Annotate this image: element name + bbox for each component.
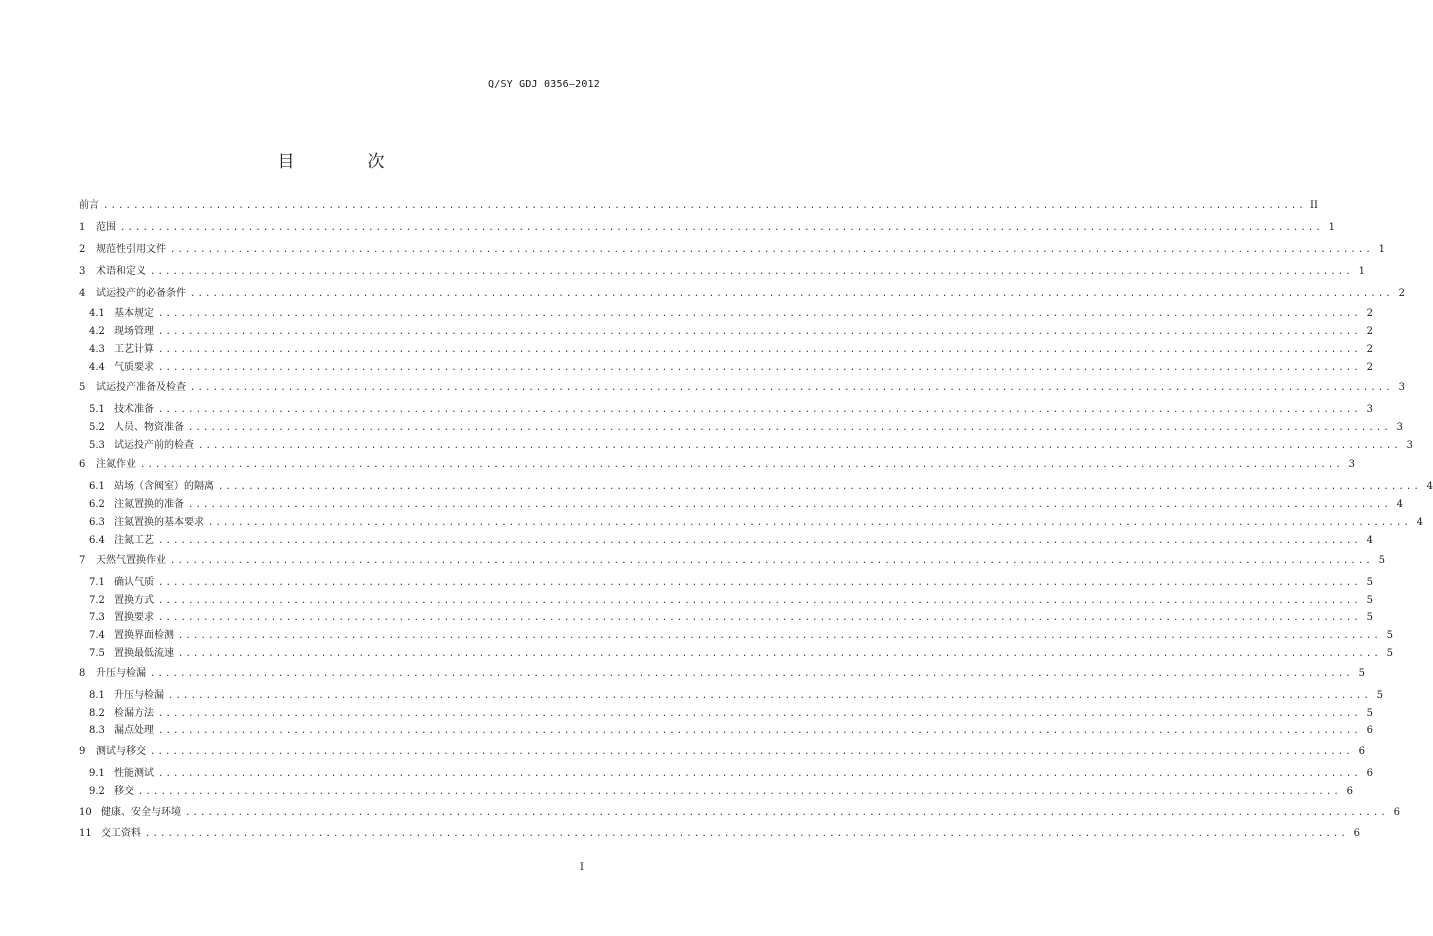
toc-entry-number: 6.2 [89, 499, 105, 510]
toc-entry-number: 8 [79, 668, 86, 679]
toc-dot-leader: ................................................................................................................................................................ [158, 363, 1361, 373]
toc-entry-number: 5.2 [89, 422, 105, 433]
toc-entry[interactable] [79, 666, 1365, 682]
toc-entry-label: 注氮置换的准备 [114, 499, 184, 510]
toc-dot-leader: ................................................................................................................................................................ [190, 289, 1393, 299]
toc-entry[interactable] [79, 457, 1355, 473]
toc-entry-page: 1 [1328, 222, 1335, 233]
toc-entry[interactable] [79, 342, 1373, 358]
toc-entry-number: 2 [79, 244, 86, 255]
toc-entry-label: 站场（含阀室）的隔离 [114, 481, 214, 492]
toc-entry-number: 1 [79, 222, 86, 233]
toc-entry-number: 8.2 [89, 708, 105, 719]
toc-dot-leader: ................................................................................................................................................................ [145, 829, 1348, 839]
toc-entry[interactable] [79, 646, 1393, 662]
toc-entry-number: 9.1 [89, 768, 105, 779]
toc-entry-label: 天然气置换作业 [96, 555, 166, 566]
toc-entry-label: 置换界面检测 [114, 630, 174, 641]
toc-entry[interactable] [79, 706, 1373, 722]
toc-entry-number: 5 [79, 382, 86, 393]
toc-entry[interactable] [79, 220, 1335, 236]
toc-entry[interactable] [79, 826, 1360, 842]
toc-entry-label: 前言 [79, 200, 99, 211]
toc-entry-page: 6 [1366, 768, 1373, 779]
toc-entry[interactable] [79, 198, 1318, 214]
toc-entry-page: 5 [1366, 612, 1373, 623]
toc-dot-leader: ................................................................................................................................................................ [150, 267, 1353, 277]
toc-entry-number: 8.1 [89, 690, 105, 701]
toc-entry-page: 4 [1426, 481, 1433, 492]
toc-dot-leader: ................................................................................................................................................................ [158, 769, 1361, 779]
toc-dot-leader: ................................................................................................................................................................ [170, 556, 1373, 566]
toc-entry-label: 基本规定 [114, 308, 154, 319]
toc-dot-leader: ................................................................................................................................................................ [170, 245, 1373, 255]
toc-dot-leader: ................................................................................................................................................................ [188, 423, 1391, 433]
toc-dot-leader: ................................................................................................................................................................ [188, 500, 1391, 510]
toc-entry-page: 2 [1366, 362, 1373, 373]
toc-dot-leader: ................................................................................................................................................................ [198, 441, 1401, 451]
toc-entry-number: 9.2 [89, 786, 105, 797]
toc-entry-label: 漏点处理 [114, 725, 154, 736]
toc-entry[interactable] [79, 688, 1383, 704]
toc-entry-label: 术语和定义 [96, 266, 146, 277]
toc-entry-number: 6.1 [89, 481, 105, 492]
toc-entry[interactable] [79, 286, 1405, 302]
toc-entry[interactable] [79, 420, 1403, 436]
toc-entry-label: 注氮工艺 [114, 535, 154, 546]
toc-entry-page: 6 [1346, 786, 1353, 797]
toc-entry-page: 6 [1366, 725, 1373, 736]
toc-dot-leader: ................................................................................................................................................................ [178, 631, 1381, 641]
toc-dot-leader: ................................................................................................................................................................ [120, 223, 1323, 233]
toc-dot-leader: ................................................................................................................................................................ [158, 613, 1361, 623]
toc-entry-number: 7.3 [89, 612, 105, 623]
toc-dot-leader: ................................................................................................................................................................ [208, 518, 1411, 528]
toc-dot-leader: ................................................................................................................................................................ [158, 309, 1361, 319]
toc-entry-label: 技术准备 [114, 404, 154, 415]
toc-entry[interactable] [79, 515, 1423, 531]
toc-entry-label: 试运投产的必备条件 [96, 288, 186, 299]
toc-dot-leader: ................................................................................................................................................................ [140, 460, 1343, 470]
toc-entry-page: II [1310, 200, 1318, 211]
toc-entry-label: 试运投产前的检查 [114, 440, 194, 451]
toc-entry-label: 升压与检漏 [96, 668, 146, 679]
toc-entry[interactable] [79, 402, 1373, 418]
toc-entry-page: 2 [1366, 308, 1373, 319]
toc-entry-number: 10 [79, 807, 92, 818]
toc-entry-label: 规范性引用文件 [96, 244, 166, 255]
toc-entry-label: 现场管理 [114, 326, 154, 337]
toc-entry-label: 人员、物资准备 [114, 422, 184, 433]
toc-entry-page: 6 [1393, 807, 1400, 818]
toc-entry-number: 4.4 [89, 362, 105, 373]
toc-entry-page: 1 [1378, 244, 1385, 255]
toc-entry-number: 3 [79, 266, 86, 277]
toc-entry[interactable] [79, 497, 1403, 513]
toc-dot-leader: ................................................................................................................................................................ [168, 691, 1371, 701]
toc-entry-number: 4.2 [89, 326, 105, 337]
toc-entry-label: 性能测试 [114, 768, 154, 779]
toc-dot-leader: ................................................................................................................................................................ [103, 201, 1306, 211]
toc-entry[interactable] [79, 784, 1353, 800]
toc-entry-page: 3 [1366, 404, 1373, 415]
toc-entry[interactable] [79, 766, 1373, 782]
toc-entry-number: 7.2 [89, 595, 105, 606]
toc-dot-leader: ................................................................................................................................................................ [158, 536, 1361, 546]
toc-entry-page: 3 [1348, 459, 1355, 470]
toc-entry-label: 升压与检漏 [114, 690, 164, 701]
toc-entry-label: 置换方式 [114, 595, 154, 606]
toc-entry[interactable] [79, 380, 1405, 396]
toc-entry[interactable] [79, 360, 1373, 376]
toc-entry[interactable] [79, 479, 1433, 495]
toc-entry-number: 9 [79, 746, 86, 757]
toc-dot-leader: ................................................................................................................................................................ [158, 578, 1361, 588]
toc-entry[interactable] [79, 575, 1373, 591]
toc-entry[interactable] [79, 553, 1385, 569]
toc-entry-page: 5 [1366, 595, 1373, 606]
toc-entry-page: 6 [1358, 746, 1365, 757]
toc-entry-label: 检漏方法 [114, 708, 154, 719]
toc-entry-page: 5 [1376, 690, 1383, 701]
toc-entry-label: 确认气质 [114, 577, 154, 588]
toc-entry-number: 5.1 [89, 404, 105, 415]
toc-entry-number: 4.1 [89, 308, 105, 319]
toc-entry-page: 5 [1366, 708, 1373, 719]
page-title: 目 次 [277, 152, 413, 172]
toc-dot-leader: ................................................................................................................................................................ [178, 649, 1381, 659]
toc-entry[interactable] [79, 744, 1365, 760]
toc-entry-number: 6 [79, 459, 86, 470]
toc-entry-label: 交工资料 [101, 828, 141, 839]
toc-entry-number: 4.3 [89, 344, 105, 355]
page-number: I [580, 862, 584, 873]
toc-entry-page: 6 [1353, 828, 1360, 839]
toc-dot-leader: ................................................................................................................................................................ [185, 808, 1388, 818]
toc-entry-number: 11 [79, 828, 92, 839]
toc-entry[interactable] [79, 805, 1400, 821]
toc-entry[interactable] [79, 324, 1373, 340]
toc-entry-label: 置换要求 [114, 612, 154, 623]
toc-entry-label: 工艺计算 [114, 344, 154, 355]
toc-entry[interactable] [79, 723, 1373, 739]
toc-entry-label: 健康、安全与环境 [101, 807, 181, 818]
toc-entry[interactable] [79, 628, 1393, 644]
toc-dot-leader: ................................................................................................................................................................ [138, 787, 1341, 797]
toc-entry-label: 置换最低流速 [114, 648, 174, 659]
toc-dot-leader: ................................................................................................................................................................ [218, 482, 1421, 492]
toc-entry-page: 3 [1398, 382, 1405, 393]
toc-entry[interactable] [79, 610, 1373, 626]
toc-entry[interactable] [79, 533, 1373, 549]
toc-entry-page: 5 [1386, 630, 1393, 641]
toc-dot-leader: ................................................................................................................................................................ [158, 726, 1361, 736]
toc-entry-number: 7.4 [89, 630, 105, 641]
toc-entry-page: 2 [1366, 326, 1373, 337]
toc-entry-page: 3 [1406, 440, 1413, 451]
toc-entry-label: 范围 [96, 222, 116, 233]
toc-entry[interactable] [79, 264, 1365, 280]
toc-entry-number: 5.3 [89, 440, 105, 451]
toc-entry-page: 5 [1366, 577, 1373, 588]
toc-entry-page: 2 [1398, 288, 1405, 299]
toc-entry-label: 移交 [114, 786, 134, 797]
toc-entry-page: 3 [1396, 422, 1403, 433]
toc-entry-page: 5 [1378, 555, 1385, 566]
toc-entry[interactable] [79, 593, 1373, 609]
toc-entry-page: 4 [1416, 517, 1423, 528]
toc-entry[interactable] [79, 306, 1373, 322]
toc-dot-leader: ................................................................................................................................................................ [158, 709, 1361, 719]
toc-entry-page: 5 [1358, 668, 1365, 679]
toc-entry-page: 1 [1358, 266, 1365, 277]
toc-entry-label: 测试与移交 [96, 746, 146, 757]
document-code: Q/SY GDJ 0356—2012 [488, 79, 600, 90]
toc-entry-number: 6.4 [89, 535, 105, 546]
toc-entry-page: 4 [1396, 499, 1403, 510]
toc-entry-number: 4 [79, 288, 86, 299]
toc-entry-number: 6.3 [89, 517, 105, 528]
toc-dot-leader: ................................................................................................................................................................ [158, 327, 1361, 337]
toc-dot-leader: ................................................................................................................................................................ [158, 345, 1361, 355]
toc-entry-label: 气质要求 [114, 362, 154, 373]
toc-entry-page: 2 [1366, 344, 1373, 355]
toc-entry-page: 4 [1366, 535, 1373, 546]
toc-dot-leader: ................................................................................................................................................................ [158, 596, 1361, 606]
toc-entry[interactable] [79, 242, 1385, 258]
toc-dot-leader: ................................................................................................................................................................ [158, 405, 1361, 415]
toc-dot-leader: ................................................................................................................................................................ [150, 669, 1353, 679]
toc-entry-number: 7.5 [89, 648, 105, 659]
toc-entry-label: 注氮置换的基本要求 [114, 517, 204, 528]
toc-entry-page: 5 [1386, 648, 1393, 659]
toc-entry-number: 7 [79, 555, 86, 566]
toc-dot-leader: ................................................................................................................................................................ [190, 383, 1393, 393]
toc-dot-leader: ................................................................................................................................................................ [150, 747, 1353, 757]
toc-entry-number: 8.3 [89, 725, 105, 736]
toc-entry-label: 试运投产准备及检查 [96, 382, 186, 393]
toc-entry-number: 7.1 [89, 577, 105, 588]
toc-entry-label: 注氮作业 [96, 459, 136, 470]
toc-entry[interactable] [79, 438, 1413, 454]
